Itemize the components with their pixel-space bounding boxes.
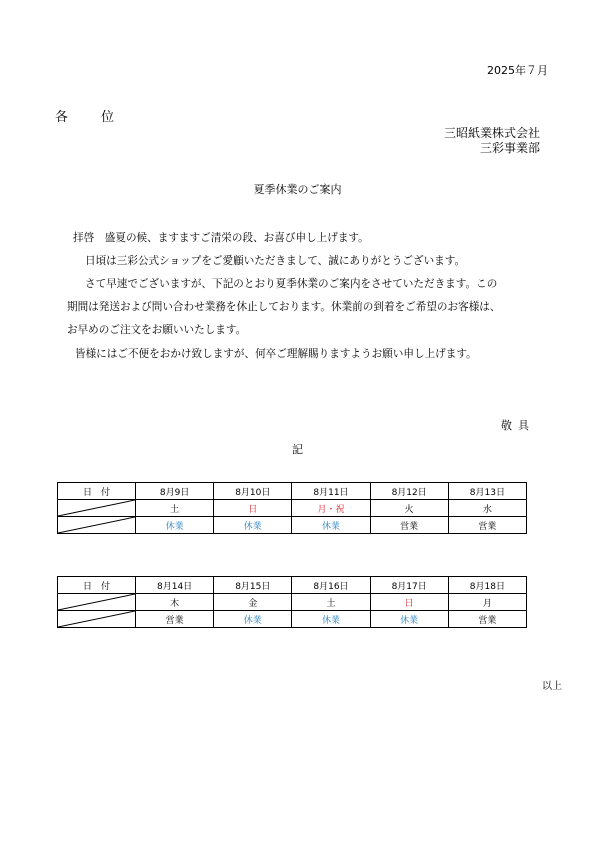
company-name: 三昭紙業株式会社 [443,126,540,140]
body-line-4: 期間は発送および問い合わせ業務を休止しております。休業前の到着をご希望のお客様は、 [67,301,501,313]
recipient: 各 位 [55,110,125,125]
status-cell: 休業 [370,611,448,628]
status-cell: 営業 [448,517,526,534]
closing-remark: 敬具 [501,419,535,432]
status-row [58,611,527,628]
document-title: 夏季休業のご案内 [253,183,342,196]
closing-ijou: 以上 [542,681,562,692]
status-cell: 休業 [214,517,292,534]
status-cell: 休業 [292,611,370,628]
department-name: 三彩事業部 [479,141,540,155]
body-line-3: さて早速でございますが、下記のとおり夏季休業のご案内をさせていただきます。この [85,278,498,290]
date-cell: 8月10日 [214,483,292,500]
date-cell: 8月11日 [292,483,370,500]
date-label-cell: 日 付 [58,577,136,594]
date-cell: 8月18日 [448,577,526,594]
weekday-row [58,594,527,611]
diagonal-cell [58,611,136,628]
weekday-cell: 日 [370,594,448,611]
date-cell: 8月12日 [370,483,448,500]
weekday-cell: 土 [292,594,370,611]
date-cell: 8月17日 [370,577,448,594]
diagonal-cell [58,500,136,517]
date-row [58,577,527,594]
body-line-1: 拝啓 盛夏の候、ますますご清栄の段、お喜び申し上げます。 [73,232,369,244]
weekday-cell: 日 [214,500,292,517]
date-cell: 8月14日 [136,577,214,594]
weekday-row [58,500,527,517]
body-line-2: 日頃は三彩公式ショップをご愛顧いただきまして、誠にありがとうございます。 [85,255,466,267]
diagonal-cell [58,517,136,534]
weekday-cell: 金 [214,594,292,611]
date-label-cell: 日 付 [58,483,136,500]
weekday-cell: 土 [136,500,214,517]
weekday-cell: 火 [370,500,448,517]
document-date: 2025年７月 [487,64,548,77]
body-line-5: お早めのご注文をお願いいたします。 [67,324,247,336]
weekday-cell: 月 [448,594,526,611]
date-cell: 8月9日 [136,483,214,500]
weekday-cell: 水 [448,500,526,517]
ki-heading: 記 [292,443,303,456]
status-cell: 休業 [214,611,292,628]
diagonal-cell [58,594,136,611]
schedule-table-2 [57,576,527,628]
status-row [58,517,527,534]
body-line-6: 皆様にはご不便をおかけ致しますが、何卒ご理解賜りますようお願い申し上げます。 [75,348,477,360]
status-cell: 休業 [136,517,214,534]
status-cell: 休業 [292,517,370,534]
status-cell: 営業 [136,611,214,628]
status-cell: 営業 [370,517,448,534]
date-cell: 8月16日 [292,577,370,594]
status-cell: 営業 [448,611,526,628]
weekday-cell: 木 [136,594,214,611]
weekday-cell: 月・祝 [292,500,370,517]
date-cell: 8月13日 [448,483,526,500]
company-block [444,126,540,156]
date-row [58,483,527,500]
date-cell: 8月15日 [214,577,292,594]
schedule-table-1 [57,482,527,534]
